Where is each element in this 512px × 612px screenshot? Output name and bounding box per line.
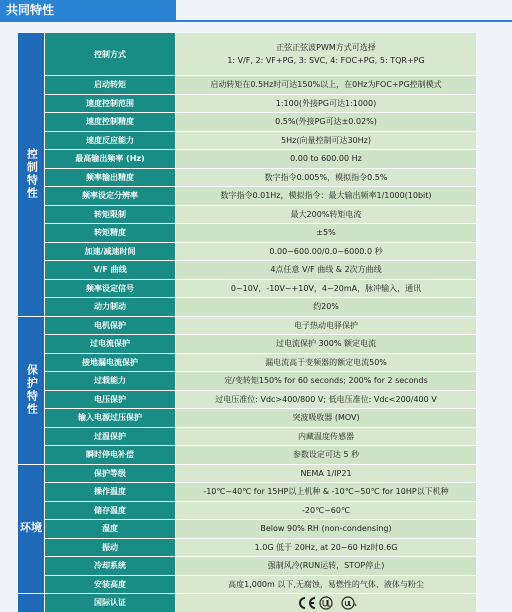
spec-value (176, 317, 476, 335)
section-title: 共同特性 (0, 0, 176, 20)
spec-key: 速度控制精度 (45, 113, 176, 131)
spec-value-line: 过电压准位: Vdc>400/800 V; 低电压准位: Vdc<200/400 V (215, 394, 437, 404)
spec-row (45, 94, 476, 113)
certification-row (45, 594, 476, 612)
spec-row (45, 149, 476, 168)
spec-value-line: NEMA 1/IP21 (300, 468, 352, 478)
spec-value-line: 4点任意 V/F 曲线 & 2次方曲线 (270, 265, 382, 275)
spec-group (18, 33, 476, 316)
spec-value-line: 0~10V，-10V~+10V，4~20mA，脉冲输入，通讯 (230, 283, 422, 293)
spec-key: 转矩精度 (45, 224, 176, 242)
ul-mark-icon (319, 596, 333, 610)
spec-value (176, 187, 476, 205)
group-label: 控制特性 (18, 33, 45, 316)
spec-value-line: 0.5%(外接PG可达±0.02%) (275, 117, 377, 127)
spec-value (176, 150, 476, 168)
spec-row (45, 556, 476, 575)
spec-group (18, 464, 476, 594)
spec-value (176, 132, 476, 150)
spec-key: 过载能力 (45, 372, 176, 390)
spec-key: 储存温度 (45, 502, 176, 520)
spec-key: 动力制动 (45, 298, 176, 316)
spec-row (45, 297, 476, 316)
spec-row (45, 390, 476, 409)
spec-key: 输入电源过压保护 (45, 409, 176, 427)
spec-group (18, 316, 476, 464)
spec-value-line: 电子热动电驿保护 (294, 320, 358, 330)
spec-row (45, 482, 476, 501)
spec-value (176, 298, 476, 316)
spec-key: 瞬时停电补偿 (45, 446, 176, 464)
spec-key: 电压保护 (45, 391, 176, 409)
spec-row (45, 33, 476, 75)
certification-key: 国际认证 (45, 594, 176, 612)
spec-key: 频率设定信号 (45, 280, 176, 298)
spec-value-line: -10℃~40℃ for 15HP以上机种 & -10℃~50℃ for 10HP以下机种 (203, 487, 449, 497)
spec-key: 速度控制范围 (45, 95, 176, 113)
spec-key: 过温保护 (45, 428, 176, 446)
spec-value-line: -20℃~60℃ (302, 505, 350, 515)
spec-value (176, 502, 476, 520)
spec-value (176, 539, 476, 557)
spec-value-line: 最大200%转矩电流 (290, 209, 362, 219)
spec-key: 湿度 (45, 520, 176, 538)
spec-value-line: 突波吸收器 (MOV) (292, 413, 360, 423)
spec-value (176, 354, 476, 372)
spec-row (45, 317, 476, 335)
spec-value (176, 557, 476, 575)
spec-value (176, 483, 476, 501)
spec-row (45, 538, 476, 557)
spec-value-line: 定/变转矩150% for 60 seconds; 200% for 2 seconds (224, 376, 428, 386)
spec-value (176, 243, 476, 261)
spec-value (176, 224, 476, 242)
spec-value (176, 206, 476, 224)
spec-row (45, 465, 476, 483)
spec-value-line: 约20% (313, 302, 339, 312)
spec-row (45, 334, 476, 353)
spec-value-line: 5Hz(向量控制可达30Hz) (281, 135, 371, 145)
spec-value-line: 1.0G 低于 20Hz, at 20~60 Hz时0.6G (254, 542, 398, 552)
group-label: 环境 (18, 465, 45, 594)
spec-key: 振动 (45, 539, 176, 557)
spec-row (45, 112, 476, 131)
spec-key: 保护等级 (45, 465, 176, 483)
spec-value (176, 95, 476, 113)
spec-row (45, 205, 476, 224)
spec-row (45, 168, 476, 187)
spec-value-line: 强制风冷(RUN运转，STOP停止) (267, 561, 385, 571)
spec-key: 冷却系统 (45, 557, 176, 575)
spec-key: V/F 曲线 (45, 261, 176, 279)
spec-value (176, 428, 476, 446)
spec-value (176, 335, 476, 353)
spec-value (176, 576, 476, 594)
spec-key: 过电流保护 (45, 335, 176, 353)
spec-value (176, 280, 476, 298)
spec-key: 控制方式 (45, 33, 176, 75)
spec-row (45, 445, 476, 464)
spec-key: 启动转矩 (45, 76, 176, 94)
spec-key: 接地漏电流保护 (45, 354, 176, 372)
spec-row (45, 242, 476, 261)
spec-table (18, 33, 476, 612)
spec-value-line: 正弦正弦波PWM方式可选择 (276, 43, 376, 52)
spec-value (176, 261, 476, 279)
spec-key: 频率输出精度 (45, 169, 176, 187)
spec-row (45, 260, 476, 279)
spec-value (176, 113, 476, 131)
spec-value (176, 446, 476, 464)
group-label-spacer (18, 594, 45, 612)
spec-value-line: ±5% (316, 228, 336, 238)
spec-value (176, 409, 476, 427)
spec-value (176, 372, 476, 390)
spec-row (45, 353, 476, 372)
spec-value-line: 1:100(外接PG可达1:1000) (275, 98, 377, 108)
spec-value (176, 76, 476, 94)
spec-value-line: 高度1,000m 以下,无腐蚀，易燃性的气体、液体与粉尘 (228, 579, 424, 589)
spec-value-line: Below 90% RH (non-condensing) (260, 524, 392, 534)
spec-key: 安装高度 (45, 576, 176, 594)
spec-row (45, 186, 476, 205)
spec-key: 最高输出频率 (Hz) (45, 150, 176, 168)
spec-value-line: 数字指令0.01Hz，模拟指令：最大输出频率1/1000(10bit) (220, 191, 432, 201)
spec-row (45, 519, 476, 538)
certification-group (18, 593, 476, 612)
spec-key: 频率设定分辨率 (45, 187, 176, 205)
spec-row (45, 131, 476, 150)
group-label: 保护特性 (18, 317, 45, 464)
spec-value-line: 内藏温度传感器 (298, 431, 354, 441)
spec-row (45, 575, 476, 594)
spec-value (176, 520, 476, 538)
spec-value-line: 漏电流高于变频器的额定电流50% (265, 357, 387, 367)
spec-value-line: 过电流保护 300% 额定电流 (276, 339, 376, 349)
spec-key: 转矩限制 (45, 206, 176, 224)
spec-key: 操作温度 (45, 483, 176, 501)
spec-value-line: 参数设定可达 5 秒 (292, 450, 360, 460)
spec-row (45, 279, 476, 298)
spec-row (45, 501, 476, 520)
spec-value-line: 启动转矩在0.5Hz时可达150%以上，在0Hz为FOC+PG控制模式 (210, 80, 442, 90)
section-title-rule (0, 20, 512, 22)
spec-key: 速度反应能力 (45, 132, 176, 150)
ce-mark-icon (297, 596, 311, 610)
spec-value-line: 0.00 to 600.00 Hz (290, 154, 362, 164)
spec-value (176, 465, 476, 483)
spec-value-line: 1: V/F, 2: VF+PG, 3: SVC, 4: FOC+PG, 5: TQR+PG (227, 56, 425, 65)
spec-row (45, 371, 476, 390)
spec-value (176, 169, 476, 187)
spec-value-line: 数字指令0.005%，模拟指令0.5% (264, 172, 388, 182)
certification-value (176, 594, 476, 612)
spec-value (176, 33, 476, 75)
spec-value-line: 0.00~600.00/0.0~6000.0 秒 (269, 246, 383, 256)
spec-row (45, 408, 476, 427)
cul-mark-icon (341, 596, 355, 610)
spec-key: 加速/减速时间 (45, 243, 176, 261)
spec-row (45, 75, 476, 94)
spec-row (45, 427, 476, 446)
spec-value (176, 391, 476, 409)
spec-row (45, 223, 476, 242)
spec-key: 电机保护 (45, 317, 176, 335)
